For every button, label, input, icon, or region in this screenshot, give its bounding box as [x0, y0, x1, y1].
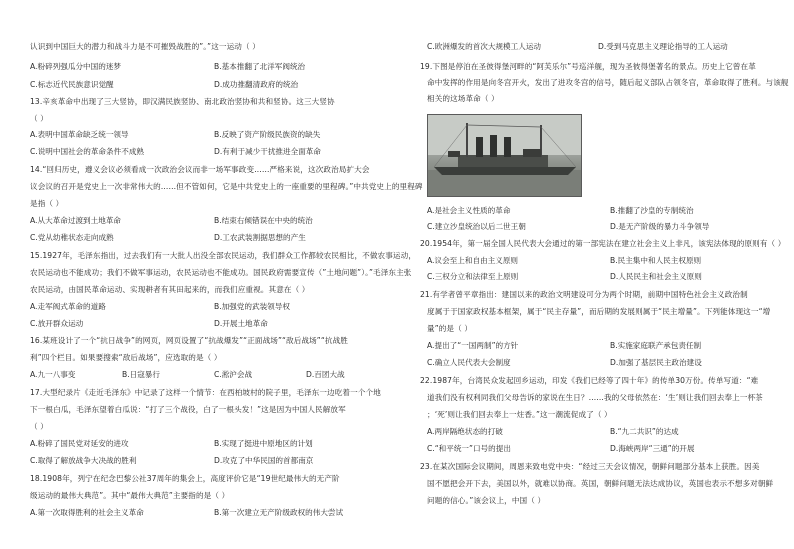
q15-option-a: A.走军阀式革命的道路 [30, 302, 106, 311]
q15-option-b: B.加强党的武装领导权 [214, 302, 290, 311]
q12-option-d: D.成功推翻清政府的统治 [214, 80, 299, 89]
q16-option-c: C.淞沪会战 [214, 370, 253, 379]
q16-option-d: D.百团大战 [306, 370, 345, 379]
q13-option-d: D.有利于减少干扰推进全面革命 [214, 147, 321, 156]
q18-stem-line1: 18.1908年，列宁在纪念巴黎公社37周年的集会上，高度评价它是“19世纪最伟大的无产阶 [30, 474, 340, 483]
q15-stem-line1: 15.1927年，毛泽东指出，过去我们有一大批人出没全部农民运动，我们群众工作都较农民相比，不做农事运动， [30, 251, 417, 260]
q14-stem-line1: 14.“回归历史，遵义会议必须看成一次政治会议而非一场军事政变……严格来说，这次政治局扩大会 [30, 165, 370, 174]
q20-option-c: C.三权分立和法律至上原则 [427, 272, 519, 281]
q16-stem-line2: 利”四个栏目。如果要搜索“敌后战场”，应选取的是（ ） [30, 353, 222, 362]
q15-option-c: C.放开群众运动 [30, 319, 84, 328]
warship-photo [427, 114, 582, 197]
q19-option-a: A.是社会主义性质的革命 [427, 206, 511, 215]
q21-stem-line1: 21.有学者曾平章指出：建国以来的政治文明建设可分为两个时期，前期中国特色社会主义政治制 [420, 290, 748, 299]
q20-option-d: D.人民民主和社会主义原则 [610, 272, 702, 281]
q15-stem-line2: 农民运动也不能成功；我们不做军事运动，农民运动也不能成功。国民政府需要宣传（”土地问题”）。”毛泽东主张 [30, 268, 412, 277]
q12-option-b: B.基本推翻了北洋军阀统治 [214, 62, 306, 71]
q17-option-b: B.实现了挺进中原地区的计划 [214, 439, 313, 448]
q22-option-a: A.两岸隔绝状态的打破 [427, 427, 503, 436]
q17-stem-line1: 17.大型纪录片《走近毛泽东》中记录了这样一个情节：在西柏坡村的院子里，毛泽东一边吃着一个个地 [30, 388, 381, 397]
q18-option-a: A.第一次取得胜利的社会主义革命 [30, 508, 144, 517]
q23-stem-line3: 问题的信心。”该会议上，中国（ ） [427, 496, 546, 505]
q22-option-c: C.“和平统一”口号的提出 [427, 444, 511, 453]
q16-option-a: A.九一八事变 [30, 370, 76, 379]
q18-option-b: B.第一次建立无产阶级政权的伟大尝试 [214, 508, 344, 517]
q23-stem-line1: 23.在某次国际会议期间，周恩来致电党中央：“经过三天会议情况，朝鲜问题部分基本上获胜。因美 [420, 462, 760, 471]
q14-stem-line2: 议会议的召开是党史上一次非常伟大的……但不管如何，它是中共党史上的一座重要的里程碑。”中共党史上的里程碑 [30, 182, 423, 191]
q20-option-b: B.民主集中和人民主权原则 [610, 256, 702, 265]
q16-option-b: B.日寇暴行 [122, 370, 160, 379]
q21-option-a: A.提出了“一国两制”的方针 [427, 341, 519, 350]
q17-option-c: C.取得了解放战争大决战的胜利 [30, 456, 137, 465]
q23-stem-line2: 国不愿把会开下去，美国以外，就难以协商。英国，朝鲜问题无法达成协议，英国也表示不想多对朝鲜 [427, 479, 774, 488]
q21-stem-line3: 量”的是（ ） [427, 324, 473, 333]
q17-stem-line2: 下一根白瓜，毛泽东望着白瓜说：“打了三个战役，白了一根头发！”这是因为中国人民解放军 [30, 405, 346, 414]
q17-option-d: D.攻克了中华民国的首都南京 [214, 456, 314, 465]
q13-stem-line1: 13.辛亥革命中出现了三大竖协，即汉满民族竖协、南北政治竖协和共和竖协。这三大竖协 [30, 97, 335, 106]
q17-stem-line3: （ ） [30, 422, 48, 431]
q12-stem: 认识到中国巨大的潜力和战斗力是不可摧毁战胜的”。”这一运动（ ） [30, 42, 260, 51]
aurora-cruiser-icon [428, 115, 581, 196]
q12-option-c: C.标志近代民族意识觉醒 [30, 80, 114, 89]
q16-stem-line1: 16.某班设计了一个“抗日战争”的网页，网页设置了“抗战爆发”“正面战场”“敌后战场”“抗战胜 [30, 336, 348, 345]
q19-stem-line1: 19.下图是停泊在圣彼得堡河畔的“阿芙乐尔”号巡洋舰，现为圣彼得堡著名的景点。历史上它曾在革 [420, 62, 756, 71]
q15-option-d: D.开展土地革命 [214, 319, 268, 328]
q21-option-d: D.加强了基层民主政治建设 [610, 358, 702, 367]
q22-stem-line2: 道我们没有权利同我们父母告诉的家说在生日？……我的父母依然在：‘生’则让我们回去奉上一杯茶 [427, 393, 763, 402]
q17-option-a: A.粉碎了国民党对延安的进攻 [30, 439, 129, 448]
q22-stem-line1: 22.1987年，台湾民众发起回乡运动，印发《我们已经等了四十年》的传单30万份。传单写道：“难 [420, 376, 759, 385]
q20-stem: 20.1954年，第一届全国人民代表大会通过的第一部宪法在建立社会主义上非凡，该宪法体现的原则有（ ） [420, 239, 786, 248]
q15-stem-line3: 农民运动，由国民革命运动、实现耕者有其田起来的，而我们应重视。其意在（ ） [30, 285, 310, 294]
q13-stem-line2: （ ） [30, 114, 48, 123]
q14-stem-line3: 是指（ ） [30, 199, 64, 208]
q13-option-a: A.表明中国革命缺乏统一领导 [30, 130, 129, 139]
q21-stem-line2: 度属于于国家政权基本框架，属于“民主存量”，而后期的发展则属于“民主增量”。下列能体现这一“增 [427, 307, 771, 316]
q14-option-d: D.工农武装割据思想的产生 [214, 233, 306, 242]
q19-option-d: D.是无产阶级的暴力斗争领导 [610, 222, 710, 231]
q13-option-b: B.反映了资产阶级民族资的缺失 [214, 130, 321, 139]
q14-option-a: A.从大革命过渡到土地革命 [30, 216, 122, 225]
q19-option-c: C.建立沙皇统治以后二世王朝 [427, 222, 526, 231]
q19-stem-line2: 命中发挥的作用是向冬宫开火，发出了进攻冬宫的信号，随后起义部队占领冬宫，革命取得了胜利。与该舰 [427, 78, 789, 87]
q12-option-a: A.粉碎列强瓜分中国的迷梦 [30, 62, 122, 71]
q21-option-b: B.实施家庭联产承包责任制 [610, 341, 702, 350]
q13-option-c: C.说明中国社会的革命条件不成熟 [30, 147, 145, 156]
q14-option-c: C.党从幼稚状态走向成熟 [30, 233, 114, 242]
q18-option-d: D.受到马克思主义理论指导的工人运动 [598, 42, 728, 51]
q19-stem-line3: 相关的这场革命（ ） [427, 94, 499, 103]
q19-option-b: B.推翻了沙皇的专制统治 [610, 206, 694, 215]
q21-option-c: C.确立人民代表大会制度 [427, 358, 511, 367]
q18-stem-line2: 级运动的最伟大典范”。其中“最伟大典范”主要指的是（ ） [30, 491, 230, 500]
q22-option-d: D.海峡两岸“三通”的开展 [610, 444, 695, 453]
q22-option-b: B.“九二共识”的达成 [610, 427, 679, 436]
q20-option-a: A.议会至上和自由主义原则 [427, 256, 519, 265]
q14-option-b: B.结束右倾错误在中央的统治 [214, 216, 313, 225]
q18-option-c: C.欧洲爆发的首次大规模工人运动 [427, 42, 542, 51]
q22-stem-line3: ；‘死’则让我们回去奉上一炷香。”这一潮流促成了（ ） [427, 410, 612, 419]
